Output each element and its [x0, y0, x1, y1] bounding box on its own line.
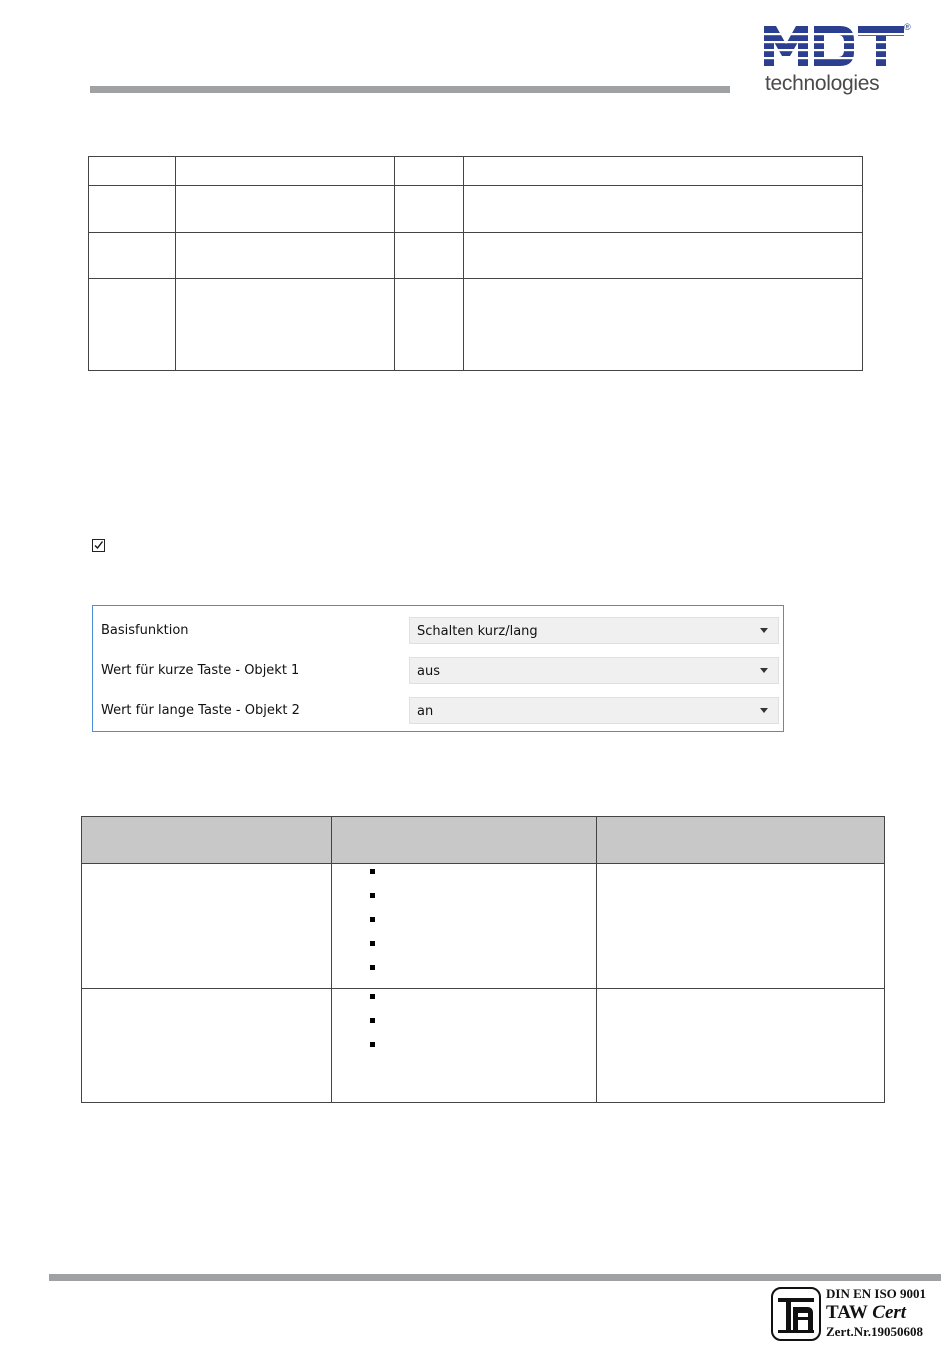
table-cell: [597, 864, 885, 989]
header-rule: [90, 86, 730, 93]
table-cell: [89, 233, 176, 279]
table-cell: [395, 233, 464, 279]
table-row: [89, 279, 863, 371]
table-row: [82, 989, 885, 1103]
table-cell: [89, 186, 176, 233]
table-cell: [597, 989, 885, 1103]
kurze-taste-dropdown[interactable]: [409, 657, 779, 684]
mdt-logo: [762, 22, 912, 100]
table-cell: [395, 279, 464, 371]
table-parameters: [81, 816, 885, 1103]
checkbox-icon: [92, 539, 105, 552]
cert-text: Cert: [872, 1302, 907, 1323]
taw-text: TAW: [826, 1302, 868, 1323]
certificate-line-taw: [826, 1302, 906, 1324]
table-row: [89, 186, 863, 233]
list-item: [370, 993, 596, 1017]
certificate-line-iso: DIN EN ISO 9001: [826, 1286, 927, 1301]
parameter-row-lange-taste: [93, 697, 783, 725]
table-cell: [332, 989, 597, 1103]
certificate-line-number: Zert.Nr.19050608: [826, 1324, 924, 1339]
taw-cert-logo: [771, 1287, 821, 1341]
list-item: [370, 868, 596, 892]
table-cell: [395, 157, 464, 186]
table-cell: [332, 864, 597, 989]
table-header-cell: [597, 817, 885, 864]
parameter-row-basisfunktion: [93, 617, 783, 645]
dropdown-value: Schalten kurz/lang: [417, 624, 538, 639]
logo-subtitle: technologies: [765, 72, 880, 95]
table-objects: [88, 156, 863, 371]
table-cell: [464, 233, 863, 279]
parameter-panel: [92, 605, 784, 732]
lange-taste-dropdown[interactable]: [409, 697, 779, 724]
table-header-row: [82, 817, 885, 864]
table-cell: [176, 279, 395, 371]
table-cell: [176, 233, 395, 279]
table-cell: [176, 157, 395, 186]
list-item: [370, 1017, 596, 1041]
footer-rule: [49, 1274, 941, 1281]
dropdown-value: an: [417, 704, 434, 719]
parameter-row-kurze-taste: [93, 657, 783, 685]
table-cell: [82, 989, 332, 1103]
dropdown-value: aus: [417, 664, 440, 679]
table-cell: [395, 186, 464, 233]
list-item: [370, 916, 596, 940]
list-item: [370, 892, 596, 916]
bullet-list: [332, 864, 596, 988]
table-cell: [89, 279, 176, 371]
table-cell: [464, 186, 863, 233]
parameter-label: Wert für lange Taste - Objekt 2: [101, 703, 300, 718]
list-item: [370, 940, 596, 964]
list-item: [370, 964, 596, 988]
parameter-label: Basisfunktion: [101, 623, 189, 638]
table-cell: [464, 279, 863, 371]
bullet-list: [332, 989, 596, 1065]
chevron-down-icon[interactable]: [760, 668, 768, 673]
table-cell: [464, 157, 863, 186]
table-row: [82, 864, 885, 989]
table-cell: [176, 186, 395, 233]
parameter-label: Wert für kurze Taste - Objekt 1: [101, 663, 300, 678]
table-cell: [82, 864, 332, 989]
list-item: [370, 1041, 596, 1065]
table-row: [89, 233, 863, 279]
chevron-down-icon[interactable]: [760, 628, 768, 633]
table-header-cell: [82, 817, 332, 864]
basisfunktion-dropdown[interactable]: [409, 617, 779, 644]
chevron-down-icon[interactable]: [760, 708, 768, 713]
table-header-cell: [332, 817, 597, 864]
table-cell: [89, 157, 176, 186]
table-row: [89, 157, 863, 186]
mdt-logo-mark: [762, 22, 906, 70]
registered-mark: ®: [904, 22, 911, 32]
